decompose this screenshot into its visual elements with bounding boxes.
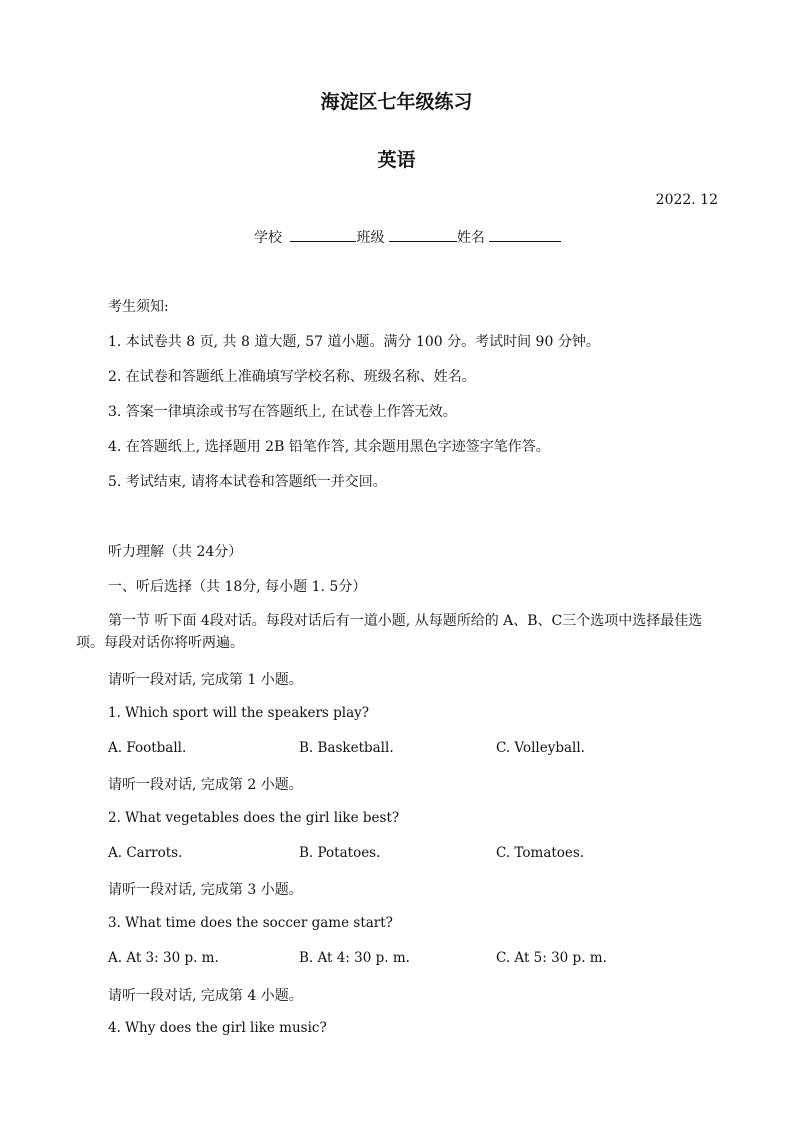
question-prompt: 请听一段对话, 完成第 2 小题。 [108, 777, 303, 793]
question-prompt: 请听一段对话, 完成第 3 小题。 [108, 882, 303, 898]
option-b[interactable]: B. Potatoes. [299, 845, 381, 861]
notice-item: 1. 本试卷共 8 页, 共 8 道大题, 57 道小题。满分 100 分。考试时间 90 分钟。 [108, 334, 600, 350]
option-a[interactable]: A. Carrots. [108, 845, 183, 861]
question-text: 3. What time does the soccer game start? [108, 915, 393, 931]
notice-heading: 考生须知: [108, 299, 169, 315]
option-c[interactable]: C. At 5: 30 p. m. [496, 950, 607, 966]
question-text: 1. Which sport will the speakers play? [108, 705, 369, 721]
option-b[interactable]: B. Basketball. [299, 740, 394, 756]
question-text: 2. What vegetables does the girl like best? [108, 810, 400, 826]
notice-item: 5. 考试结束, 请将本试卷和答题纸一并交回。 [108, 474, 387, 490]
notice-item: 3. 答案一律填涂或书写在答题纸上, 在试卷上作答无效。 [108, 404, 457, 420]
exam-date: 2022. 12 [655, 192, 718, 208]
option-a[interactable]: A. At 3: 30 p. m. [108, 950, 219, 966]
class-label: 班级 [356, 230, 385, 246]
option-c[interactable]: C. Volleyball. [496, 740, 585, 756]
question-text: 4. Why does the girl like music? [108, 1020, 327, 1036]
name-blank[interactable] [489, 226, 561, 242]
part-heading: 一、听后选择（共 18分, 每小题 1. 5分） [108, 579, 367, 595]
instructions: 第一节 听下面 4段对话。每段对话后有一道小题, 从每题所给的 A、B、C三个选项中选择最佳选项。每段对话你将听两遍。 [76, 613, 703, 651]
notice-item: 2. 在试卷和答题纸上准确填写学校名称、班级名称、姓名。 [108, 369, 476, 385]
school-label: 学校 [254, 230, 282, 246]
class-blank[interactable] [389, 226, 457, 242]
name-label: 姓名 [456, 230, 485, 246]
option-c[interactable]: C. Tomatoes. [496, 845, 585, 861]
question-prompt: 请听一段对话, 完成第 1 小题。 [108, 672, 303, 688]
school-blank[interactable] [290, 226, 356, 242]
option-b[interactable]: B. At 4: 30 p. m. [299, 950, 410, 966]
student-info-row [254, 226, 561, 247]
question-prompt: 请听一段对话, 完成第 4 小题。 [108, 988, 303, 1004]
option-a[interactable]: A. Football. [108, 740, 187, 756]
subject-title: 英语 [377, 149, 416, 171]
notice-item: 4. 在答题纸上, 选择题用 2B 铅笔作答, 其余题用黑色字迹签字笔作答。 [108, 439, 550, 455]
section-heading: 听力理解（共 24分） [108, 544, 243, 560]
exam-title: 海淀区七年级练习 [320, 91, 473, 113]
